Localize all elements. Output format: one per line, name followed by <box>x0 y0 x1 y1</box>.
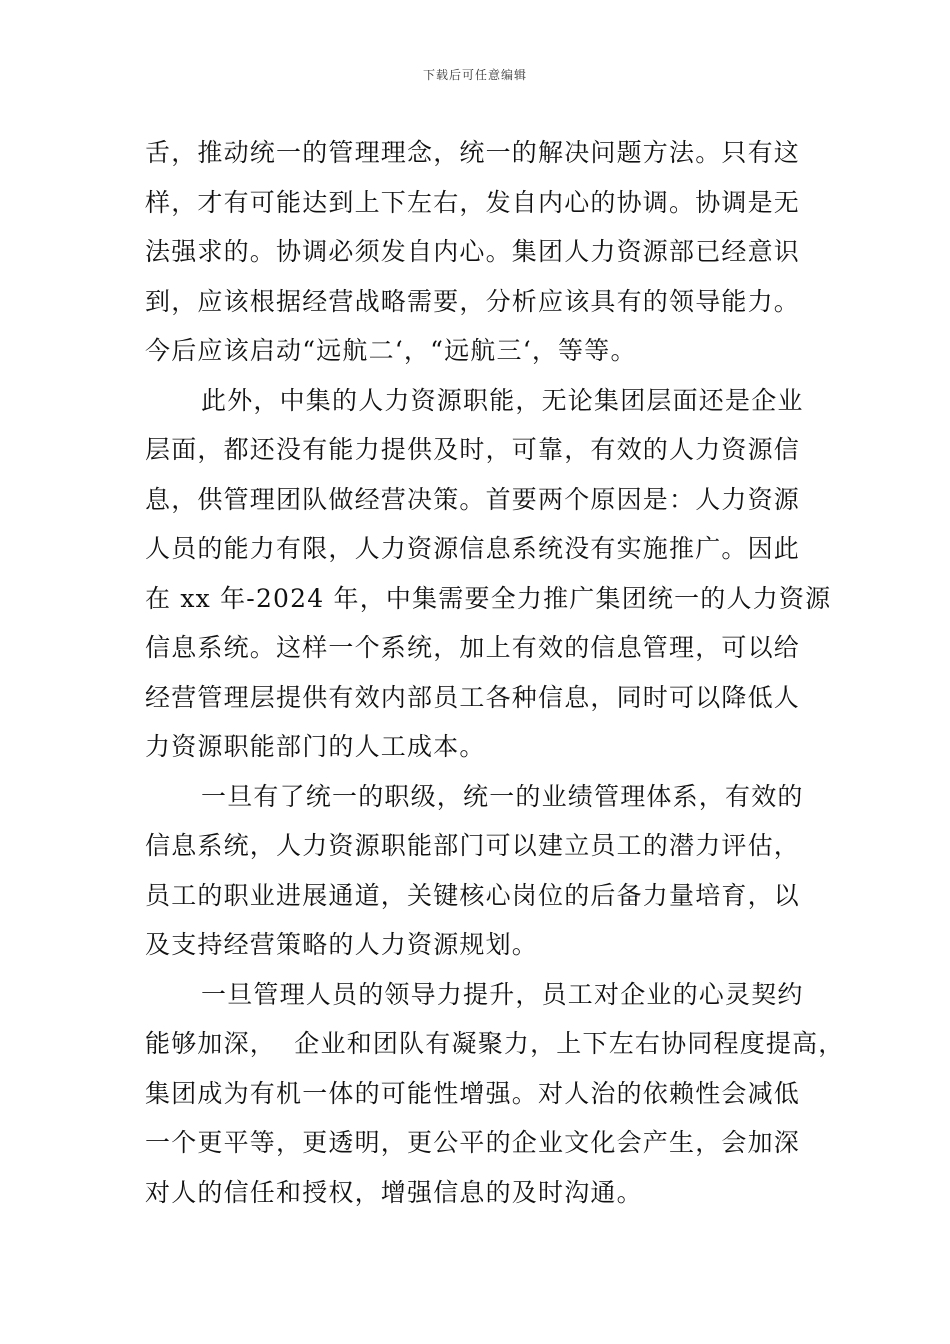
text-line: 今后应该启动“远航二‘，“远航三‘，等等。 <box>145 336 637 365</box>
document-body <box>145 128 845 1217</box>
text-line: 样，才有可能达到上下左右，发自内心的协调。协调是无 <box>145 187 801 217</box>
text-line: 一个更平等，更透明，更公平的企业文化会产生，会加深 <box>145 1128 801 1157</box>
text-line: 一旦管理人员的领导力提升，员工对企业的心灵契约 <box>201 979 804 1009</box>
text-line: 力资源职能部门的人工成本。 <box>145 732 486 761</box>
paragraph <box>145 970 845 1218</box>
text-line: 在 xx 年-2024 年，中集需要全力推广集团统一的人力资源 <box>145 583 832 613</box>
text-line: 此外，中集的人力资源职能，无论集团层面还是企业 <box>201 385 804 415</box>
text-line: 人员的能力有限，人力资源信息系统没有实施推广。因此 <box>145 534 801 563</box>
text-line: 信息系统，人力资源职能部门可以建立员工的潜力评估， <box>145 831 801 860</box>
paragraph <box>145 376 832 772</box>
paragraph <box>145 128 813 376</box>
text-line: 能够加深， 企业和团队有凝聚力，上下左右协同程度提高， <box>145 1029 845 1058</box>
text-line: 员工的职业进展通道，关键核心岗位的后备力量培育，以 <box>145 880 801 910</box>
text-line: 集团成为有机一体的可能性增强。对人治的依赖性会减低 <box>145 1078 801 1108</box>
text-line: 一旦有了统一的职级，统一的业绩管理体系，有效的 <box>201 781 804 811</box>
text-line: 层面，都还没有能力提供及时，可靠，有效的人力资源信 <box>145 435 801 464</box>
paragraph <box>145 772 813 970</box>
text-line: 到，应该根据经营战略需要，分析应该具有的领导能力。 <box>145 286 801 316</box>
text-line: 舌，推动统一的管理理念，统一的解决问题方法。只有这 <box>145 138 801 167</box>
text-line: 及支持经营策略的人力资源规划。 <box>145 930 539 959</box>
text-line: 息，供管理团队做经营决策。首要两个原因是：人力资源 <box>145 484 801 514</box>
page-header: 下载后可任意编辑 <box>422 68 527 82</box>
text-line: 法强求的。协调必须发自内心。集团人力资源部已经意识 <box>145 237 801 266</box>
text-line: 信息系统。这样一个系统，加上有效的信息管理，可以给 <box>145 633 801 662</box>
text-line: 经营管理层提供有效内部员工各种信息，同时可以降低人 <box>145 682 801 712</box>
text-line: 对人的信任和授权，增强信息的及时沟通。 <box>145 1177 643 1207</box>
